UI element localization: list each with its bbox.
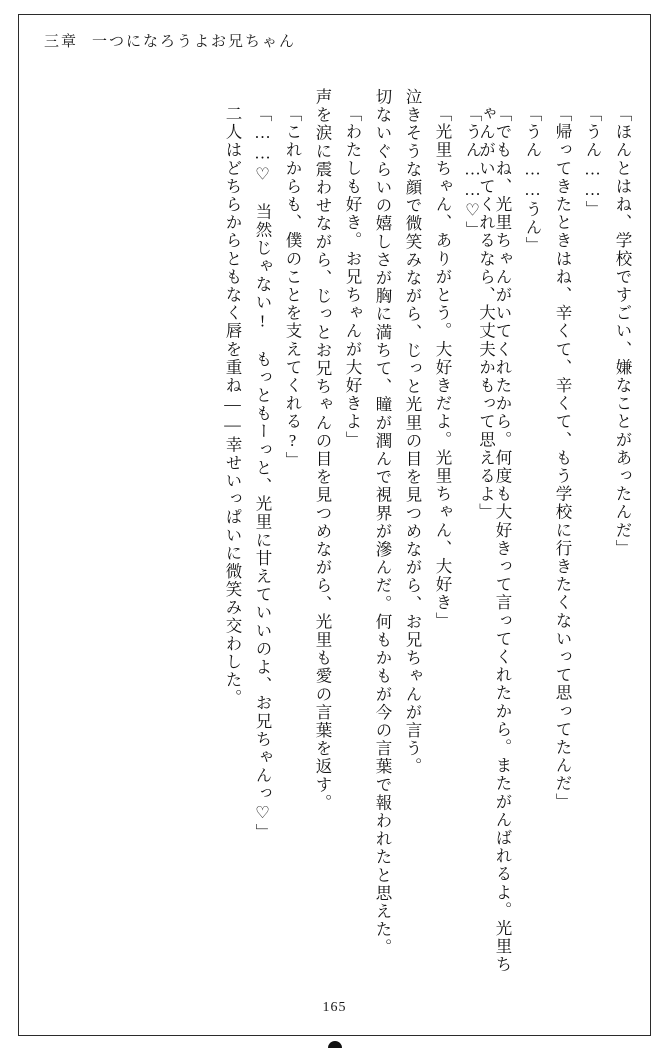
text-column: 「これからも、僕のことを支えてくれる?」 (283, 105, 302, 470)
text-column: 「……♡ 当然じゃない! もっともーっと、光里に甘えていいのよ、お兄ちゃんっ♡」 (253, 105, 272, 842)
text-column: 「ほんとはね、学校ですごい、嫌なことがあったんだ」 (613, 105, 632, 558)
text-column: 泣きそうな顔で微笑みながら、じっと光里の目を見つめながら、お兄ちゃんが言う。 (403, 88, 422, 776)
text-column: 「うん……♡」 (463, 105, 482, 240)
text-column: 「帰ってきたときはね、辛くて、辛くて、もう学校に行きたくないって思ってたんだ」 (553, 105, 572, 811)
text-column: 「光里ちゃん、ありがとう。大好きだよ。光里ちゃん、大好き」 (433, 105, 452, 630)
page-number: 165 (322, 1000, 347, 1015)
body-text (40, 88, 632, 974)
running-head (44, 30, 625, 51)
text-column: 「うん……」 (583, 105, 602, 219)
text-column: 「でもね、光里ちゃんがいてくれたから。何度も大好きって言ってくれたから。またがんばれるよ。光里ちゃんがいてくれるなら、大丈夫かもって思えるよ」 (476, 105, 512, 974)
text-column: 「わたしも好き。お兄ちゃんが大好きよ」 (343, 105, 362, 449)
text-column: 切ないぐらいの嬉しさが胸に満ちて、瞳が潤んで視界が滲んだ。何もかもが今の言葉で報われたと思えた。 (373, 88, 392, 957)
text-column: 「うん……うん」 (523, 105, 542, 255)
chapter-title: 一つになろうよお兄ちゃん (92, 34, 297, 50)
chapter-number: 三章 (44, 34, 79, 50)
spine-mark (328, 1041, 342, 1048)
text-column: 声を涙に震わせながら、じっとお兄ちゃんの目を見つめながら、光里も愛の言葉を返す。 (313, 88, 332, 812)
text-column: 二人はどちらからともなく唇を重ね——幸せいっぱいに微笑み交わした。 (223, 105, 242, 708)
